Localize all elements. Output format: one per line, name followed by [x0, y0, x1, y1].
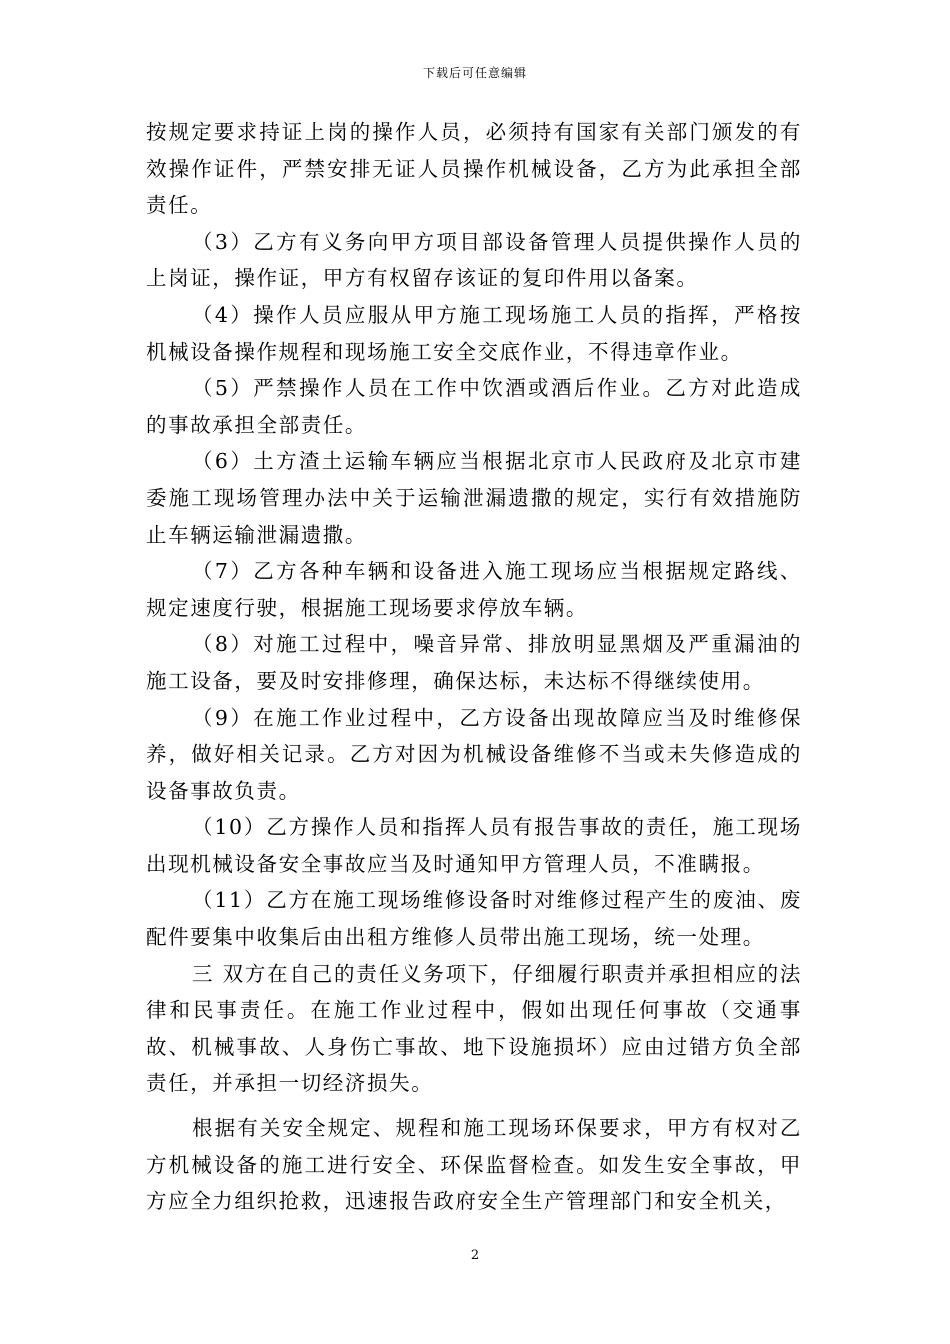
paragraph-item-4: （4）操作人员应服从甲方施工现场施工人员的指挥，严格按机械设备操作规程和现场施工安全交底作业，不得违章作业。 — [146, 302, 802, 364]
paragraph-safety-inspection: 根据有关安全规定、规程和施工现场环保要求，甲方有权对乙方机械设备的施工进行安全、环保监督检查。如发生安全事故，甲方应全力组织抢救，迅速报告政府安全生产管理部门和安全机关， — [146, 1116, 802, 1214]
paragraph-item-7: （7）乙方各种车辆和设备进入施工现场应当根据规定路线、规定速度行驶，根据施工现场要求停放车辆。 — [146, 559, 802, 620]
page-header-note: 下载后可任意编辑 — [422, 66, 527, 80]
paragraph-continuation: 按规定要求持证上岗的操作人员，必须持有国家有关部门颁发的有效操作证件，严禁安排无证人员操作机械设备，乙方为此承担全部责任。 — [146, 120, 802, 218]
paragraph-item-9: （9）在施工作业过程中，乙方设备出现故障应当及时维修保养，做好相关记录。乙方对因为机械设备维修不当或未失修造成的设备事故负责。 — [146, 705, 802, 803]
paragraph-item-10: （10）乙方操作人员和指挥人员有报告事故的责任，施工现场出现机械设备安全事故应当及时通知甲方管理人员，不准瞒报。 — [146, 815, 802, 876]
paragraph-section-3: 三 双方在自己的责任义务项下，仔细履行职责并承担相应的法律和民事责任。在施工作业过程中，假如出现任何事故（交通事故、机械事故、人身伤亡事故、地下设施损坏）应由过错方负全部责任，并承担一切经济损失。 — [146, 961, 802, 1096]
paragraph-item-6: （6）土方渣土运输车辆应当根据北京市人民政府及北京市建委施工现场管理办法中关于运输泄漏遗撒的规定，实行有效措施防止车辆运输泄漏遗撒。 — [146, 449, 802, 547]
paragraph-item-11: （11）乙方在施工现场维修设备时对维修过程产生的废油、废配件要集中收集后由出租方维修人员带出施工现场，统一处理。 — [146, 888, 802, 950]
paragraph-item-8: （8）对施工过程中，噪音异常、排放明显黑烟及严重漏油的施工设备，要及时安排修理，确保达标，未达标不得继续使用。 — [146, 632, 802, 693]
page-number: 2 — [470, 1248, 480, 1263]
paragraph-item-3: （3）乙方有义务向甲方项目部设备管理人员提供操作人员的上岗证，操作证，甲方有权留存该证的复印件用以备案。 — [146, 229, 802, 291]
document-body — [146, 114, 802, 1220]
paragraph-item-5: （5）严禁操作人员在工作中饮酒或酒后作业。乙方对此造成的事故承担全部责任。 — [146, 376, 802, 437]
